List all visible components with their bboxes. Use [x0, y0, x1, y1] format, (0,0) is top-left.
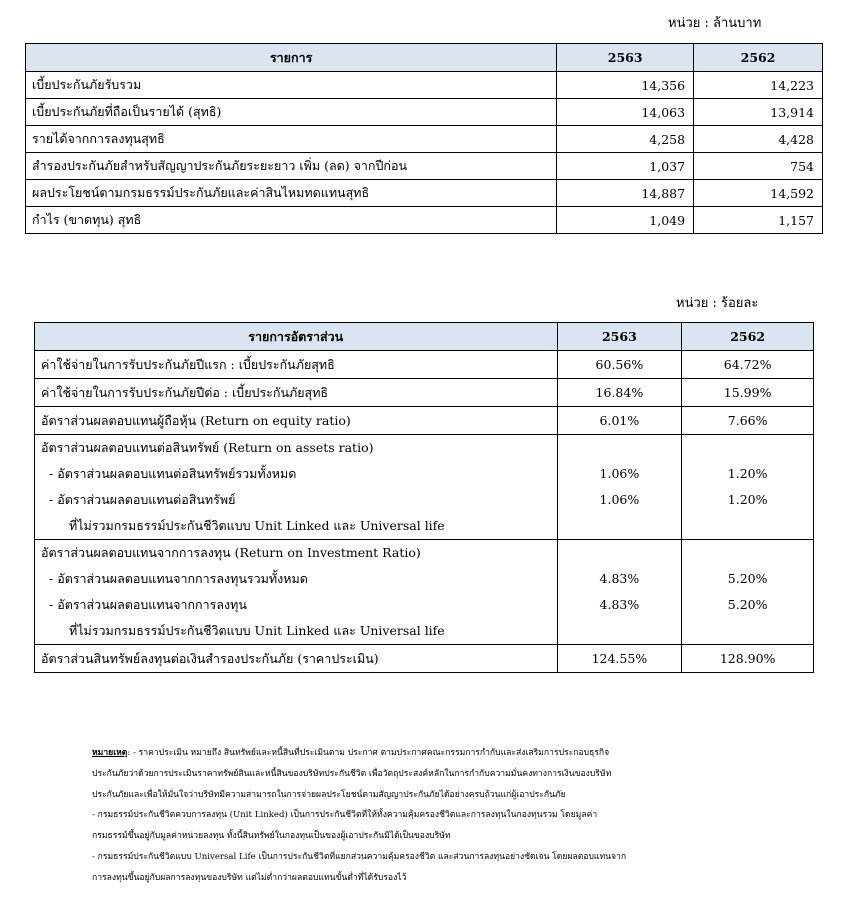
roi-sub2: - อัตราส่วนผลตอบแทนจากการลงทุน: [49, 597, 247, 612]
table-row: [35, 351, 814, 379]
table2-unit-label: หน่วย : ร้อยละ: [676, 296, 759, 311]
table-row: [26, 153, 823, 180]
value-2562: 13,914: [694, 99, 823, 126]
value-2562: 5.20%: [727, 571, 768, 586]
header-item: รายการ: [26, 44, 557, 72]
note-line: - กรมธรรม์ประกันชีวิตแบบ Universal Life เป็นการประกันชีวิตที่แยกส่วนความคุ้มครองชีวิต และส่วนการลงทุนอย่างชัดเจน โดยผลตอบแทนจาก: [92, 851, 627, 862]
value-2563: 14,887: [557, 180, 694, 207]
roa-sub1: - อัตราส่วนผลตอบแทนต่อสินทรัพย์รวมทั้งหมด: [49, 466, 297, 481]
value-2563: 1.06%: [599, 492, 640, 507]
row-label: กำไร (ขาดทุน) สุทธิ: [26, 207, 557, 234]
roa-title: อัตราส่วนผลตอบแทนต่อสินทรัพย์ (Return on assets ratio): [41, 440, 374, 455]
table-row-roi: [35, 540, 814, 645]
value-2562: 64.72%: [682, 351, 814, 379]
value-2563: 1,037: [557, 153, 694, 180]
value-2563: 14,356: [557, 72, 694, 99]
value-2563: 4.83%: [599, 597, 640, 612]
table-row: [26, 180, 823, 207]
value-2563: 4.83%: [599, 571, 640, 586]
row-label: ค่าใช้จ่ายในการรับประกันภัยปีต่อ : เบี้ยประกันภัยสุทธิ: [35, 379, 558, 407]
value-2562: 754: [694, 153, 823, 180]
value-2562: 15.99%: [682, 379, 814, 407]
value-2562: 1.20%: [727, 466, 768, 481]
row-label: อัตราส่วนผลตอบแทนผู้ถือหุ้น (Return on equity ratio): [35, 407, 558, 435]
value-2563: 124.55%: [557, 645, 682, 673]
note-line: การลงทุนขึ้นอยู่กับผลการลงทุนของบริษัท แต่ไม่ต่ำกว่าผลตอบแทนขั้นต่ำที่ได้รับรองไว้: [92, 872, 407, 883]
roi-values-2563: [557, 540, 682, 645]
row-label: รายได้จากการลงทุนสุทธิ: [26, 126, 557, 153]
table-row: [35, 407, 814, 435]
value-2562: 4,428: [694, 126, 823, 153]
value-2562: 14,592: [694, 180, 823, 207]
roa-labels: [35, 435, 558, 540]
table-row: [35, 379, 814, 407]
row-label: เบี้ยประกันภัยที่ถือเป็นรายได้ (สุทธิ): [26, 99, 557, 126]
value-2563: 14,063: [557, 99, 694, 126]
header-2562: 2562: [682, 323, 814, 351]
table-row: [35, 645, 814, 673]
table-header-row: [26, 44, 823, 72]
value-2563: 60.56%: [557, 351, 682, 379]
value-2562: 14,223: [694, 72, 823, 99]
table1-unit-label: หน่วย : ล้านบาท: [668, 16, 762, 31]
header-2563: 2563: [557, 323, 682, 351]
header-ratio-item: รายการอัตราส่วน: [35, 323, 558, 351]
row-label: ค่าใช้จ่ายในการรับประกันภัยปีแรก : เบี้ยประกันภัยสุทธิ: [35, 351, 558, 379]
row-label: ผลประโยชน์ตามกรมธรรม์ประกันภัยและค่าสินไหมทดแทนสุทธิ: [26, 180, 557, 207]
value-2563: 6.01%: [557, 407, 682, 435]
note-heading: หมายเหตุ: [92, 748, 128, 758]
value-2563: 1,049: [557, 207, 694, 234]
value-2562: 5.20%: [727, 597, 768, 612]
note-line: หมายเหตุ: - ราคาประเมิน หมายถึง สินทรัพย์และหนี้สินที่ประเมินตาม ประกาศ ตามประกาศคณะกรรมการกำกับและส่งเสริมการประกอบธุรกิจ: [92, 748, 610, 758]
roa-values-2563: [557, 435, 682, 540]
value-2563: 4,258: [557, 126, 694, 153]
value-2563: 16.84%: [557, 379, 682, 407]
note-line: กรมธรรม์ขึ้นอยู่กับมูลค่าหน่วยลงทุน ทั้งนี้สินทรัพย์ในกองทุนเป็นของผู้เอาประกันมิได้เป็นของบริษัท: [92, 831, 451, 842]
roa-sub2-cont: ที่ไม่รวมกรมธรรม์ประกันชีวิตแบบ Unit Linked และ Universal life: [69, 518, 445, 533]
financial-summary-table: [25, 43, 823, 234]
table-row: [26, 72, 823, 99]
table-row: [26, 126, 823, 153]
table-row: [26, 207, 823, 234]
value-2562: 1.20%: [727, 492, 768, 507]
note-line: ประกันภัยว่าด้วยการประเมินราคาทรัพย์สินและหนี้สินของบริษัทประกันชีวิต เพื่อวัตถุประสงค์หลักในการกำกับความมั่นคงทางการเงินของบริษัท: [92, 768, 612, 779]
roi-labels: [35, 540, 558, 645]
roi-values-2562: [682, 540, 814, 645]
row-label: อัตราส่วนสินทรัพย์ลงทุนต่อเงินสำรองประกันภัย (ราคาประเมิน): [35, 645, 558, 673]
table-header-row: [35, 323, 814, 351]
footnotes: [92, 743, 812, 889]
row-label: เบี้ยประกันภัยรับรวม: [26, 72, 557, 99]
table-row-roa: [35, 435, 814, 540]
value-2563: 1.06%: [599, 466, 640, 481]
roi-sub2-cont: ที่ไม่รวมกรมธรรม์ประกันชีวิตแบบ Unit Linked และ Universal life: [69, 623, 445, 638]
header-2563: 2563: [557, 44, 694, 72]
roa-values-2562: [682, 435, 814, 540]
roa-sub2: - อัตราส่วนผลตอบแทนต่อสินทรัพย์: [49, 492, 236, 507]
ratio-table: [34, 322, 814, 673]
header-2562: 2562: [694, 44, 823, 72]
table-row: [26, 99, 823, 126]
value-2562: 128.90%: [682, 645, 814, 673]
note-line: ประกันภัยและเพื่อให้มั่นใจว่าบริษัทมีความสามารถในการจ่ายผลประโยชน์ตามสัญญาประกันภัยได้อย่างครบถ้วนแก่ผู้เอาประกันภัย: [92, 789, 566, 800]
roi-title: อัตราส่วนผลตอบแทนจากการลงทุน (Return on Investment Ratio): [41, 545, 421, 560]
value-2562: 1,157: [694, 207, 823, 234]
value-2562: 7.66%: [682, 407, 814, 435]
row-label: สำรองประกันภัยสำหรับสัญญาประกันภัยระยะยาว เพิ่ม (ลด) จากปีก่อน: [26, 153, 557, 180]
note-line: - กรมธรรม์ประกันชีวิตควบการลงทุน (Unit Linked) เป็นการประกันชีวิตที่ให้ทั้งความคุ้มครองชีวิตและการลงทุนในกองทุนรวม โดยมูลค่า: [92, 810, 598, 821]
roi-sub1: - อัตราส่วนผลตอบแทนจากการลงทุนรวมทั้งหมด: [49, 571, 308, 586]
